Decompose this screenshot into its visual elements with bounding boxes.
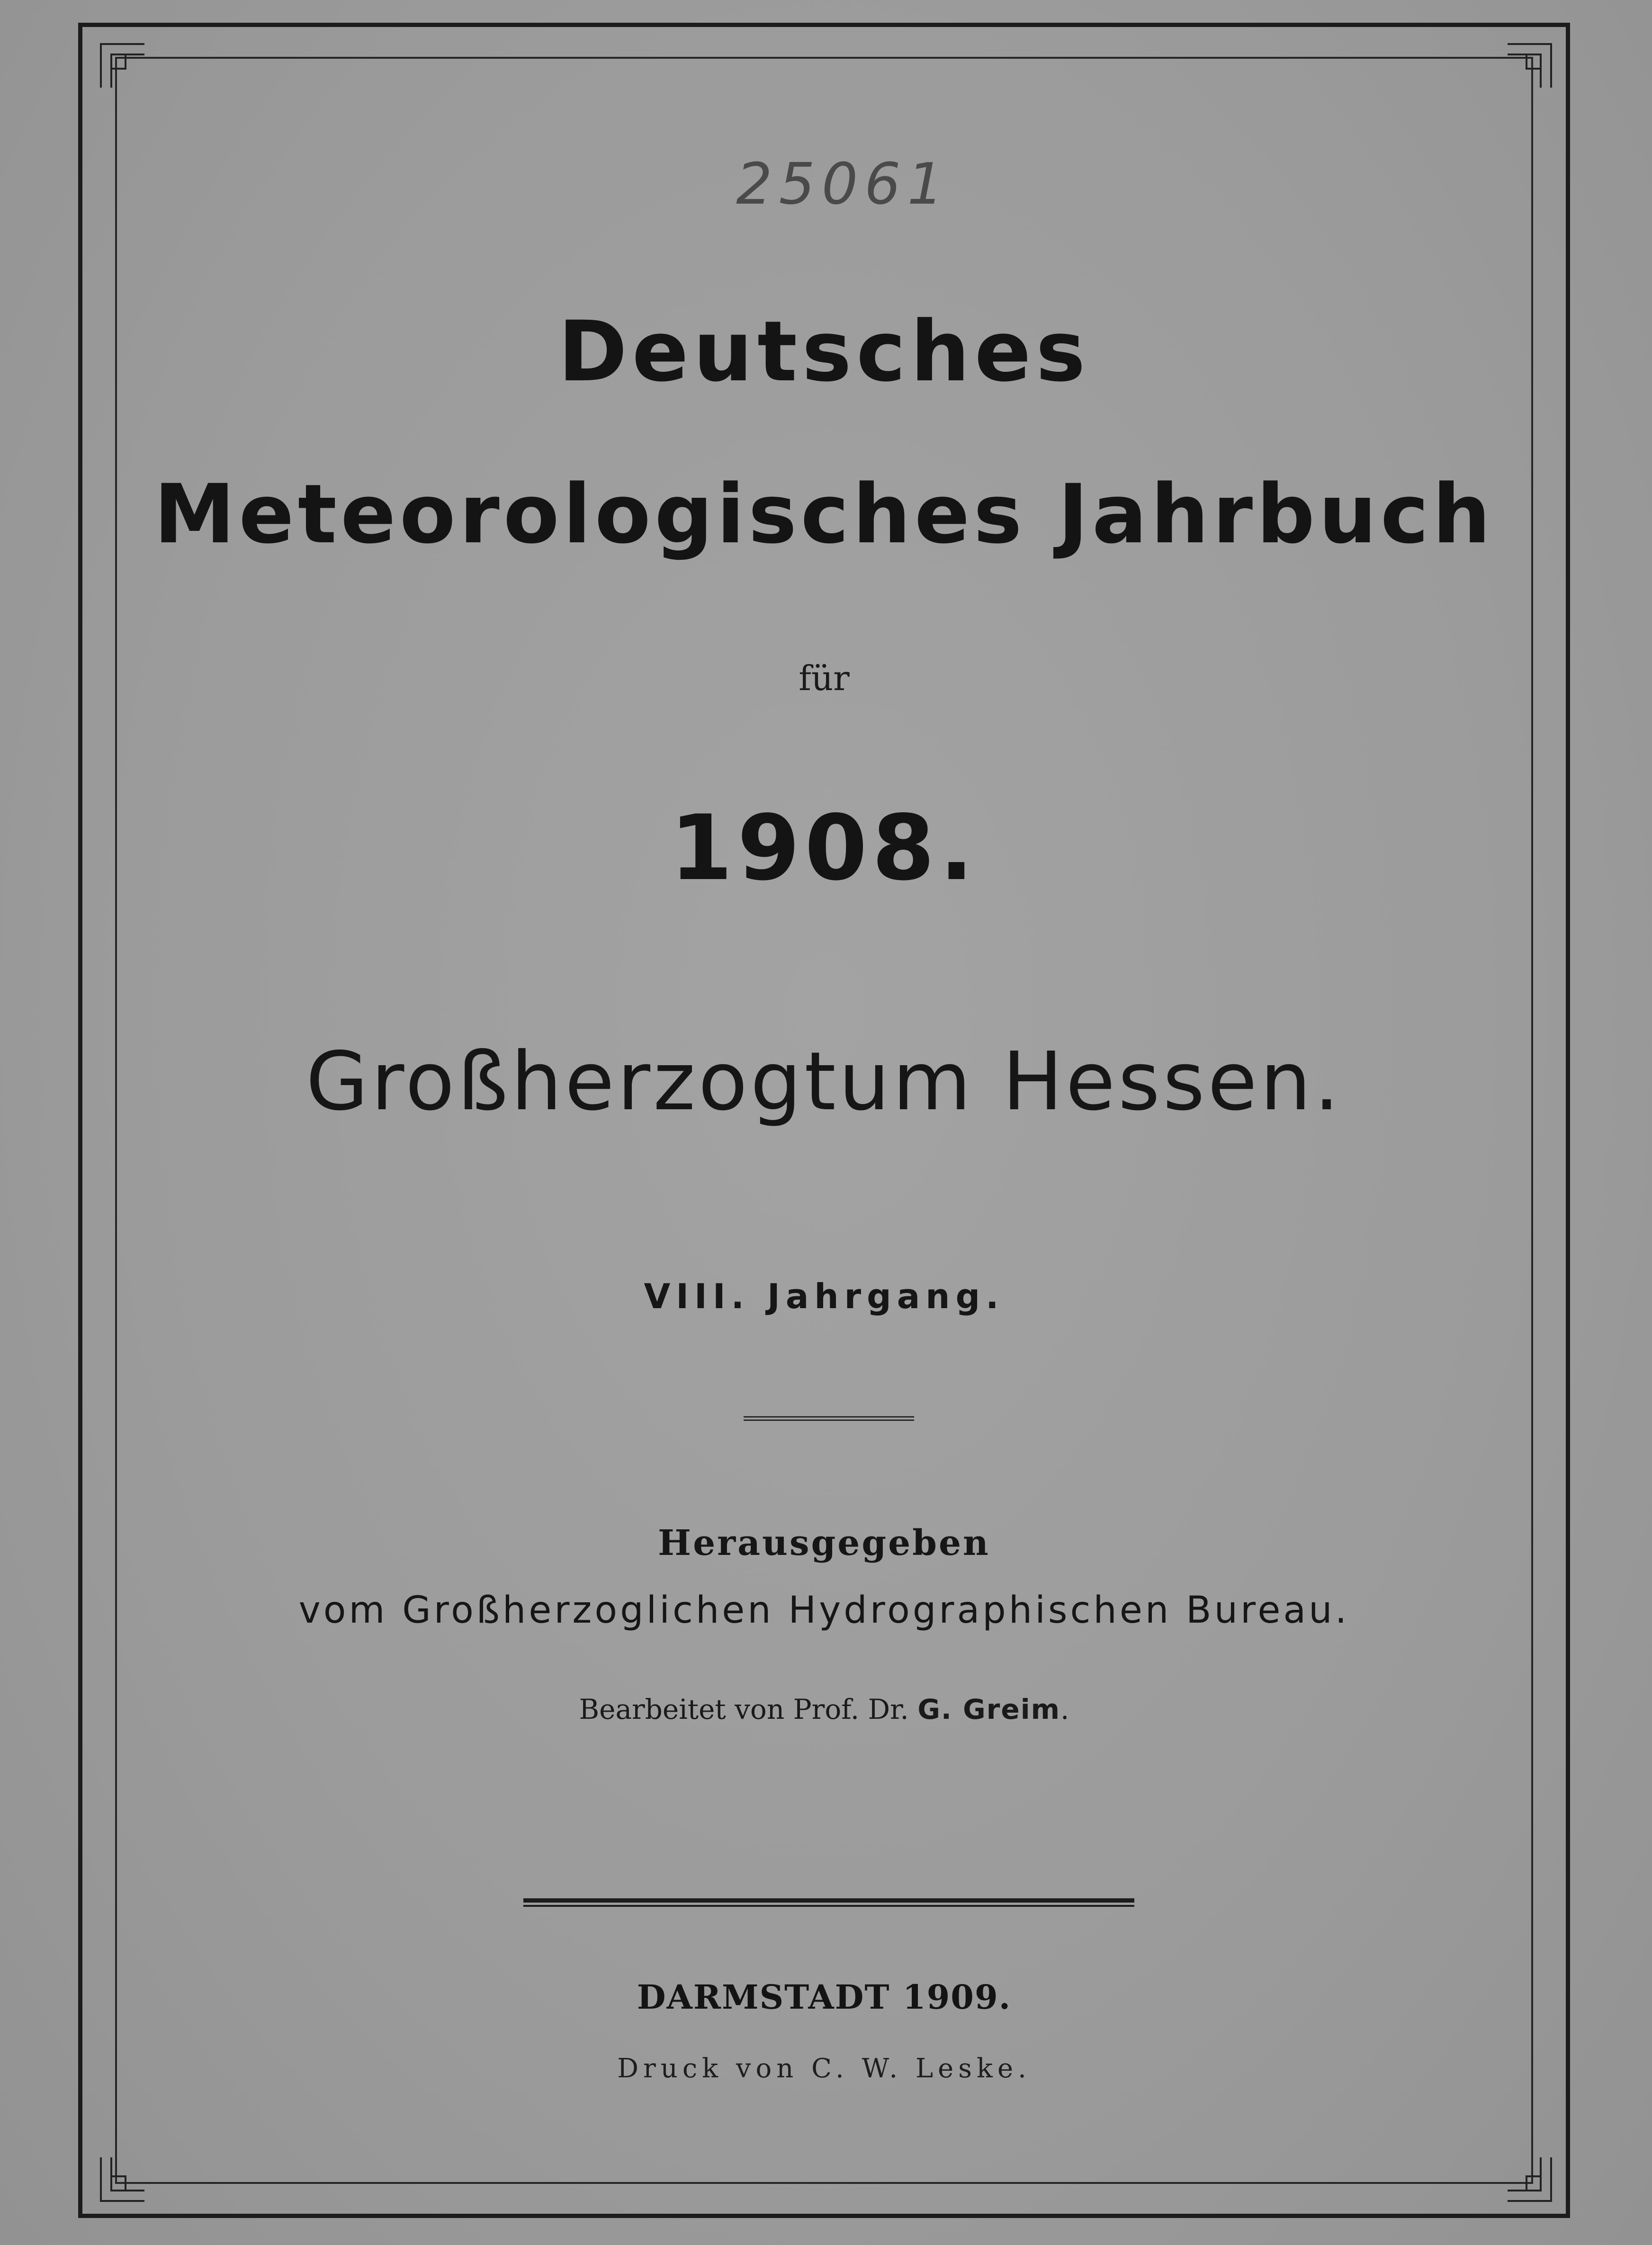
publisher-name: vom Großherzoglichen Hydrographischen Bureau. (298, 1589, 1350, 1632)
publisher-label: Herausgegeben (658, 1523, 990, 1563)
corner-ornament-top-right (1503, 40, 1555, 92)
title-line-1: Deutsches (558, 303, 1090, 400)
editor-prefix: Bearbeitet von Prof. Dr. (579, 1693, 909, 1725)
corner-ornament-bottom-left (97, 2153, 149, 2205)
handwritten-inventory-number: 25061 (736, 152, 950, 217)
corner-ornament-top-left (97, 40, 149, 92)
preposition-text: für (799, 658, 850, 698)
editor-suffix: . (1060, 1693, 1069, 1725)
imprint-printer: Druck von C. W. Leske. (617, 2053, 1031, 2084)
volume-label: VIII. Jahrgang. (644, 1276, 1005, 1316)
region-heading: Großherzogtum Hessen. (305, 1035, 1343, 1129)
small-double-rule (744, 1416, 914, 1421)
imprint-place-year: DARMSTADT 1909. (637, 1977, 1012, 2017)
year-heading: 1908. (670, 796, 979, 900)
large-double-rule (523, 1898, 1134, 1907)
editor-name: G. Greim (917, 1693, 1061, 1725)
title-line-2: Meteorologisches Jahrbuch (153, 467, 1495, 562)
editor-line (115, 1693, 1533, 1725)
corner-ornament-bottom-right (1503, 2153, 1555, 2205)
